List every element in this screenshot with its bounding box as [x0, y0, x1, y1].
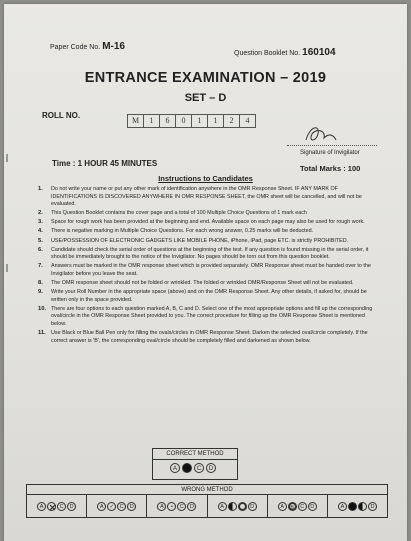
instruction-item	[38, 186, 378, 209]
roll-digit-box: M	[127, 114, 143, 128]
instruction-text: USE/POSSESSION OF ELECTRONIC GADGETS LIKE MOBILE PHONE, iPhone, iPad, page ETC. is strictly PROHIBITED.	[51, 237, 349, 244]
instruction-number: 2.	[38, 210, 43, 217]
wrong-example-smudge	[328, 495, 387, 517]
roll-digit-box: 4	[239, 114, 256, 128]
instruction-number: 3.	[38, 219, 43, 226]
invigilator-signature-scribble	[300, 120, 340, 148]
instruction-number: 10.	[38, 305, 47, 312]
booklet-label: Question Booklet No.	[234, 50, 301, 57]
bubble-b-half	[228, 502, 237, 511]
bubble-d: D	[67, 502, 76, 511]
roll-number-boxes	[127, 114, 256, 128]
instruction-item	[38, 280, 378, 288]
instruction-number: 1.	[38, 186, 43, 192]
instruction-item	[38, 228, 378, 236]
total-marks: Total Marks : 100	[300, 164, 361, 173]
bubble-a: A	[278, 502, 287, 511]
bubble-b-crossed	[47, 502, 56, 511]
bubble-c: C	[194, 463, 204, 473]
instruction-number: 8.	[38, 280, 43, 287]
wrong-example-tick	[87, 495, 147, 517]
set-label: SET – D	[184, 92, 227, 104]
instruction-number: 9.	[38, 289, 43, 296]
booklet-value: 160104	[302, 47, 336, 58]
bubble-c-ring	[238, 502, 247, 511]
bubble-c: C	[298, 502, 307, 511]
instruction-number: 7.	[38, 263, 43, 270]
instruction-item	[38, 263, 378, 278]
instruction-item	[38, 306, 378, 329]
bubble-a: A	[157, 502, 166, 511]
bubble-b-filled	[348, 502, 357, 511]
instruction-number: 4.	[38, 228, 43, 235]
paper-code	[50, 41, 125, 52]
correct-method-label: CORRECT METHOD	[152, 448, 238, 460]
instruction-text: There are four options to each question marked A, B, C and D. Select one of the most appropriate options and fill up the corresponding oval/circle in the OMR Response Sheet provided to you. The correct procedure for filling up the OMR Response Sheet is mentioned below.	[51, 305, 373, 327]
bubble-a: A	[97, 502, 106, 511]
wrong-example-circled	[268, 495, 328, 517]
instruction-item	[38, 289, 378, 304]
instruction-text: Write your Roll Number in the appropriate space (above) and on the OMR Response Sheet. Any other details, if asked for, should be written only in the space provided.	[51, 289, 367, 303]
correct-method-box	[152, 448, 236, 480]
roll-digit-box: 1	[207, 114, 223, 128]
wrong-example-dot	[147, 495, 207, 517]
instruction-text: This Question Booklet contains the cover page and a total of 100 Multiple Choice Questions of 1 mark each	[51, 210, 307, 217]
instruction-number: 11.	[38, 330, 46, 337]
instruction-text: Use Black or Blue Ball Pen only for filling the ovals/circles in OMR Response Sheet. Darken the selected oval/circle completely. If the correct answer is 'B', the corresponding oval/circle should be completely filled and darkened as shown below.	[51, 330, 368, 344]
wrong-example-half-filled	[208, 495, 268, 517]
instruction-number: 5.	[38, 237, 43, 244]
bubble-b-ticked: ✓	[107, 502, 116, 511]
instructions-list	[38, 186, 378, 347]
bubble-a: A	[170, 463, 180, 473]
instruction-item	[38, 330, 378, 345]
bubble-c: C	[177, 502, 186, 511]
paper-code-value: M-16	[102, 41, 125, 52]
instruction-text: Answers must be marked in the OMR response sheet which is provided separately. OMR Response sheet must be handed over to the Invigilator before you leave the seat.	[51, 263, 371, 277]
wrong-example-cross	[27, 495, 87, 517]
signature-label: Signature of Invigilator	[300, 150, 360, 156]
roll-digit-box: 2	[223, 114, 239, 128]
bubble-b-circled: B	[288, 502, 297, 511]
instruction-text: Space for rough work has been provided at the beginning and end. Available space on each page may also be used for rough work.	[51, 219, 365, 226]
instruction-item	[38, 219, 378, 227]
correct-bubble-row	[170, 463, 216, 473]
instruction-item	[38, 247, 378, 262]
exam-duration: Time : 1 HOUR 45 MINUTES	[52, 159, 158, 168]
bubble-a: A	[218, 502, 227, 511]
roll-digit-box: 6	[159, 114, 175, 128]
signature-line	[287, 145, 377, 146]
instruction-text: Do not write your name or put any other mark of identification anywhere in the OMR Response Sheet. IF ANY MARK OF IDENTIFICATIONS IS DISCOVERED ANYWHERE IN OMR RESPONSE SHEET, the OMR sheet will be cancelled, and will not be evaluated.	[51, 186, 362, 208]
margin-mark	[6, 264, 8, 272]
bubble-d: D	[127, 502, 136, 511]
exam-title: ENTRANCE EXAMINATION – 2019	[84, 70, 327, 86]
bubble-a: A	[338, 502, 347, 511]
bubble-a: A	[37, 502, 46, 511]
bubble-c-half	[358, 502, 367, 511]
bubble-c: C	[117, 502, 126, 511]
roll-digit-box: 1	[191, 114, 207, 128]
wrong-method-label: WRONG METHOD	[26, 484, 388, 495]
bubble-d: D	[206, 463, 216, 473]
paper-code-label: Paper Code No.	[50, 44, 101, 51]
instructions-title: Instructions to Candidates	[158, 174, 253, 183]
bubble-d: D	[308, 502, 317, 511]
bubble-d: D	[248, 502, 257, 511]
bubble-d: D	[368, 502, 377, 511]
bubble-b-filled	[182, 463, 192, 473]
wrong-method-row	[26, 494, 388, 518]
instruction-text: The OMR response sheet should not be folded or wrinkled. The folded or wrinkled OMR/Response Sheet will not be evaluated.	[51, 280, 354, 287]
instruction-text: Candidate should check the serial order of questions at the beginning of the test. If any question is found missing in the serial order, it should be immediately brought to the notice of the Invigilator. No pages should be torn out from this question booklet.	[51, 246, 369, 261]
margin-mark	[6, 154, 8, 162]
question-booklet-number	[234, 47, 336, 58]
roll-number-label: ROLL NO.	[42, 111, 81, 120]
roll-digit-box: 0	[175, 114, 191, 128]
bubble-b-dotted: •	[167, 502, 176, 511]
instruction-text: There is negative marking in Multiple Choice Questions. For each wrong answer, 0.25 marks will be deducted.	[51, 228, 314, 235]
instruction-item	[38, 210, 378, 218]
bubble-d: D	[187, 502, 196, 511]
roll-digit-box: 1	[143, 114, 159, 128]
question-booklet-cover	[4, 4, 407, 541]
bubble-c: C	[57, 502, 66, 511]
instruction-item	[38, 238, 378, 246]
instruction-number: 6.	[38, 246, 43, 253]
